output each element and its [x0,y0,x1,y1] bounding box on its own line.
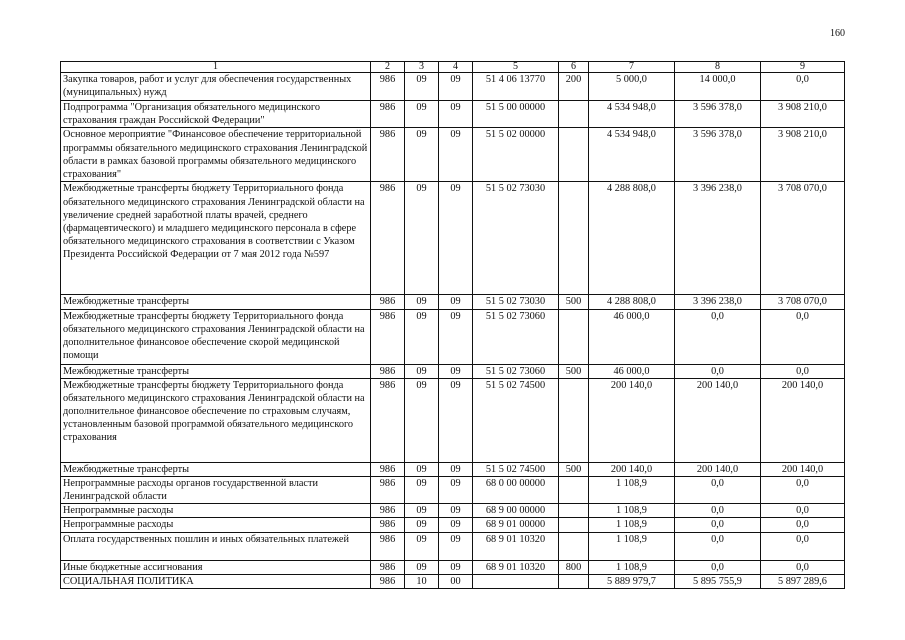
row-amount-year-2: 14 000,0 [675,73,761,101]
row-amount-year-2: 3 396 238,0 [675,295,761,309]
row-subsection-code: 09 [439,128,473,182]
row-amount-year-1: 200 140,0 [589,462,675,476]
row-ved-code: 986 [371,476,405,503]
row-name: Закупка товаров, работ и услуг для обеспечения государственных (муниципальных) нужд [61,73,371,101]
row-name: Основное мероприятие "Финансовое обеспечение территориальной программы обязательного медицинского страхования Ленинградской области в рамках базовой программы обязательного медицинского страхования" [61,128,371,182]
row-ved-code: 986 [371,560,405,574]
row-amount-year-2: 200 140,0 [675,378,761,462]
row-section-code: 09 [405,309,439,364]
row-subsection-code: 09 [439,532,473,560]
row-subsection-code: 09 [439,364,473,378]
row-amount-year-3: 0,0 [761,532,845,560]
row-amount-year-1: 200 140,0 [589,378,675,462]
row-ved-code: 986 [371,574,405,588]
row-amount-year-2: 0,0 [675,309,761,364]
column-header: 2 [371,62,405,73]
row-amount-year-2: 200 140,0 [675,462,761,476]
row-amount-year-2: 0,0 [675,560,761,574]
row-ved-code: 986 [371,73,405,101]
row-amount-year-3: 3 708 070,0 [761,295,845,309]
row-expense-type [559,182,589,295]
row-name: Межбюджетные трансферты [61,295,371,309]
row-subsection-code: 09 [439,182,473,295]
row-target-article: 68 9 00 00000 [473,504,559,518]
row-expense-type [559,532,589,560]
row-section-code: 09 [405,378,439,462]
row-name: Межбюджетные трансферты [61,364,371,378]
row-subsection-code: 09 [439,73,473,101]
row-amount-year-1: 5 000,0 [589,73,675,101]
row-amount-year-1: 5 889 979,7 [589,574,675,588]
row-amount-year-2: 3 596 378,0 [675,128,761,182]
row-subsection-code: 09 [439,518,473,532]
row-section-code: 09 [405,560,439,574]
row-amount-year-3: 3 708 070,0 [761,182,845,295]
table-row [61,560,845,574]
row-name: Межбюджетные трансферты [61,462,371,476]
table-row [61,73,845,101]
row-section-code: 09 [405,364,439,378]
row-amount-year-2: 0,0 [675,504,761,518]
row-amount-year-1: 4 534 948,0 [589,101,675,128]
row-amount-year-2: 0,0 [675,364,761,378]
row-target-article: 68 0 00 00000 [473,476,559,503]
row-expense-type: 200 [559,73,589,101]
row-section-code: 09 [405,101,439,128]
row-ved-code: 986 [371,364,405,378]
table-row [61,378,845,462]
row-section-code: 10 [405,574,439,588]
column-header: 6 [559,62,589,73]
row-target-article: 51 5 02 73060 [473,364,559,378]
row-name: Подпрограмма "Организация обязательного медицинского страхования граждан Российской Федерации" [61,101,371,128]
row-amount-year-3: 5 897 289,6 [761,574,845,588]
row-name: СОЦИАЛЬНАЯ ПОЛИТИКА [61,574,371,588]
row-section-code: 09 [405,73,439,101]
row-subsection-code: 09 [439,378,473,462]
row-target-article: 68 9 01 10320 [473,560,559,574]
row-expense-type [559,518,589,532]
row-ved-code: 986 [371,128,405,182]
row-amount-year-1: 1 108,9 [589,518,675,532]
row-target-article: 51 5 02 74500 [473,378,559,462]
row-ved-code: 986 [371,101,405,128]
row-amount-year-3: 0,0 [761,518,845,532]
row-expense-type [559,101,589,128]
row-name: Межбюджетные трансферты бюджету Территориального фонда обязательного медицинского страхования Ленинградской области на дополнительное финансовое обеспечение по страховым случаям, установленным базовой программой обязательного медицинского страхования [61,378,371,462]
row-section-code: 09 [405,128,439,182]
row-target-article [473,574,559,588]
table-row [61,574,845,588]
row-amount-year-1: 46 000,0 [589,364,675,378]
row-amount-year-1: 1 108,9 [589,560,675,574]
table-row [61,309,845,364]
row-expense-type [559,476,589,503]
row-ved-code: 986 [371,504,405,518]
row-amount-year-2: 0,0 [675,518,761,532]
row-ved-code: 986 [371,462,405,476]
row-section-code: 09 [405,295,439,309]
table-row [61,364,845,378]
row-expense-type [559,504,589,518]
row-amount-year-3: 0,0 [761,476,845,503]
row-target-article: 51 5 02 73030 [473,182,559,295]
row-name: Непрограммные расходы органов государственной власти Ленинградской области [61,476,371,503]
row-expense-type [559,128,589,182]
row-amount-year-3: 3 908 210,0 [761,128,845,182]
row-amount-year-2: 0,0 [675,532,761,560]
row-subsection-code: 00 [439,574,473,588]
row-expense-type: 500 [559,364,589,378]
row-target-article: 68 9 01 00000 [473,518,559,532]
row-name: Межбюджетные трансферты бюджету Территориального фонда обязательного медицинского страхования Ленинградской области на увеличение средней заработной платы врачей, среднего (фармацевтического) и младшего медицинского персонала в сфере обязательного медицинского страхования в соответствии с Указом Президента Российской Федерации от 7 мая 2012 года №597 [61,182,371,295]
row-subsection-code: 09 [439,101,473,128]
column-header: 5 [473,62,559,73]
column-header: 7 [589,62,675,73]
table-row [61,101,845,128]
table-row [61,476,845,503]
column-header: 4 [439,62,473,73]
row-amount-year-2: 5 895 755,9 [675,574,761,588]
row-expense-type [559,378,589,462]
row-section-code: 09 [405,518,439,532]
row-subsection-code: 09 [439,462,473,476]
row-expense-type: 500 [559,295,589,309]
row-expense-type [559,309,589,364]
row-section-code: 09 [405,476,439,503]
row-amount-year-1: 4 288 808,0 [589,295,675,309]
row-expense-type: 800 [559,560,589,574]
row-name: Непрограммные расходы [61,518,371,532]
row-ved-code: 986 [371,309,405,364]
row-section-code: 09 [405,504,439,518]
row-amount-year-2: 3 396 238,0 [675,182,761,295]
row-section-code: 09 [405,462,439,476]
row-target-article: 68 9 01 10320 [473,532,559,560]
row-amount-year-3: 0,0 [761,309,845,364]
row-ved-code: 986 [371,378,405,462]
row-amount-year-1: 1 108,9 [589,476,675,503]
row-name: Иные бюджетные ассигнования [61,560,371,574]
row-expense-type: 500 [559,462,589,476]
table-row [61,518,845,532]
page-number: 160 [830,28,845,39]
row-amount-year-3: 0,0 [761,364,845,378]
column-header: 1 [61,62,371,73]
row-section-code: 09 [405,532,439,560]
table-row [61,182,845,295]
row-subsection-code: 09 [439,309,473,364]
row-target-article: 51 4 06 13770 [473,73,559,101]
row-amount-year-3: 0,0 [761,504,845,518]
column-header: 3 [405,62,439,73]
table-row [61,295,845,309]
column-number-row [61,62,845,73]
row-amount-year-3: 200 140,0 [761,378,845,462]
row-section-code: 09 [405,182,439,295]
row-amount-year-3: 0,0 [761,73,845,101]
row-amount-year-3: 0,0 [761,560,845,574]
row-ved-code: 986 [371,532,405,560]
row-ved-code: 986 [371,182,405,295]
row-subsection-code: 09 [439,476,473,503]
budget-table [60,61,845,589]
table-row [61,532,845,560]
row-amount-year-1: 1 108,9 [589,504,675,518]
row-subsection-code: 09 [439,504,473,518]
row-target-article: 51 5 02 73030 [473,295,559,309]
row-subsection-code: 09 [439,295,473,309]
row-amount-year-1: 4 534 948,0 [589,128,675,182]
table-row [61,462,845,476]
row-target-article: 51 5 02 00000 [473,128,559,182]
row-expense-type [559,574,589,588]
row-name: Непрограммные расходы [61,504,371,518]
column-header: 8 [675,62,761,73]
row-amount-year-2: 0,0 [675,476,761,503]
row-amount-year-3: 3 908 210,0 [761,101,845,128]
table-row [61,128,845,182]
row-ved-code: 986 [371,295,405,309]
row-name: Оплата государственных пошлин и иных обязательных платежей [61,532,371,560]
row-name: Межбюджетные трансферты бюджету Территориального фонда обязательного медицинского страхования Ленинградской области на дополнительное финансовое обеспечение скорой медицинской помощи [61,309,371,364]
table-row [61,504,845,518]
column-header: 9 [761,62,845,73]
row-amount-year-1: 46 000,0 [589,309,675,364]
row-target-article: 51 5 00 00000 [473,101,559,128]
row-amount-year-2: 3 596 378,0 [675,101,761,128]
row-amount-year-1: 4 288 808,0 [589,182,675,295]
row-amount-year-3: 200 140,0 [761,462,845,476]
row-target-article: 51 5 02 74500 [473,462,559,476]
row-subsection-code: 09 [439,560,473,574]
row-ved-code: 986 [371,518,405,532]
row-amount-year-1: 1 108,9 [589,532,675,560]
row-target-article: 51 5 02 73060 [473,309,559,364]
